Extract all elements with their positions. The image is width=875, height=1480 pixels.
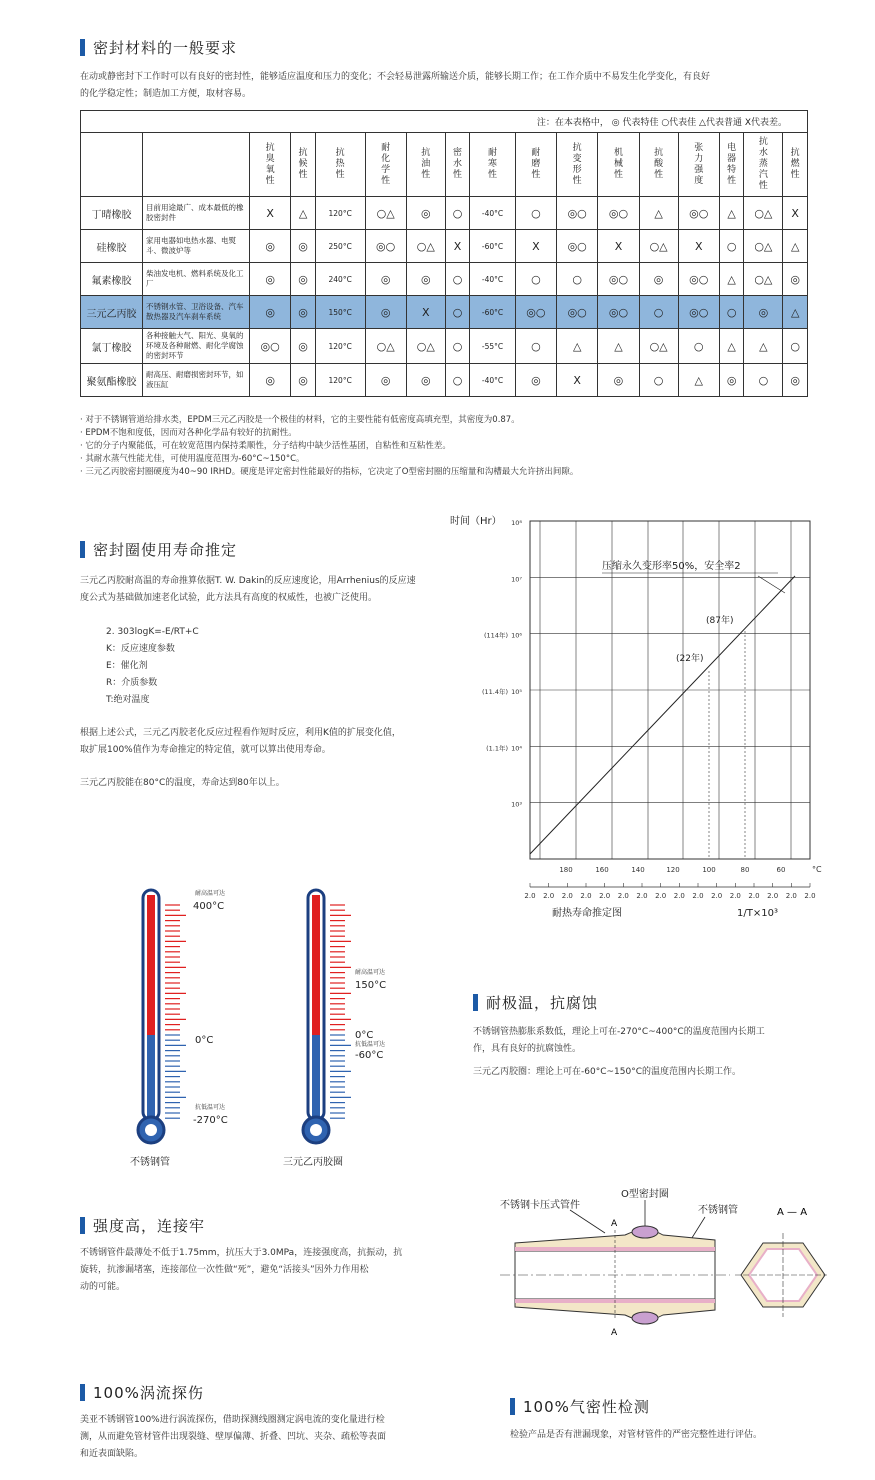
rating-cell: ○ — [515, 263, 556, 296]
header-1: 抗候性 — [291, 133, 316, 197]
rating-cell: 120°C — [315, 364, 365, 397]
header-12: 电器特性 — [719, 133, 744, 197]
rating-cell: ◎ — [783, 263, 808, 296]
note-line: · EPDM不饱和度低，因而对各种化学品有较好的抗耐性。 — [80, 428, 297, 438]
table-row — [81, 364, 808, 397]
rating-cell: ○ — [445, 329, 470, 364]
rating-cell: X — [557, 364, 598, 397]
intro-paragraph: 在动或静密封下工作时可以有良好的密封性，能够适应温度和压力的变化；不会轻易泄露所输送介质，能够长期工作；在工作介质中不易发生化学变化，有良好 的化学稳定性；制造加工方便，取材容易。 — [80, 72, 711, 99]
rating-cell: X — [678, 230, 719, 263]
header-blank — [81, 133, 143, 197]
rating-cell: X — [783, 197, 808, 230]
inverse-tick-label: 2.0 — [729, 892, 741, 900]
lifespan-paragraph-2: 根据上述公式，三元乙丙胶老化反应过程看作短时反应，利用K值的扩展变化值， 取扩展100%值作为寿命推定的特定值，就可以算出使用寿命。 — [80, 728, 401, 755]
rating-cell: △ — [783, 230, 808, 263]
section-aa-label: A — A — [777, 1207, 808, 1218]
oring-label: O型密封圈 — [621, 1189, 669, 1200]
rating-cell: 120°C — [315, 197, 365, 230]
rating-cell: ◎○ — [365, 230, 406, 263]
section-mark-top: A — [611, 1219, 618, 1229]
high-temp-value: 150°C — [355, 980, 387, 991]
lifespan-paragraph: 三元乙丙胶耐高温的寿命推算依据T. W. Dakin的反应速度论，用Arrhenius的反应速 度公式为基础做加速老化试验，此方法具有高度的权威性，也被广泛使用。 — [80, 576, 416, 603]
rating-cell: ○ — [445, 296, 470, 329]
inverse-tick-label: 2.0 — [692, 892, 704, 900]
rating-cell: ○ — [719, 230, 744, 263]
x-tick-label: 80 — [740, 866, 750, 874]
rating-cell: △ — [719, 329, 744, 364]
pipe-fitting-diagram — [495, 1185, 825, 1365]
rating-cell: ◎ — [291, 329, 316, 364]
y-tick-label: 10⁷ — [511, 575, 522, 584]
rating-cell: -40°C — [470, 364, 515, 397]
y-axis-label: 时间（Hr） — [450, 516, 502, 527]
material-application: 各种接触大气、阳光、臭氧的环境及各种耐燃、耐化学腐蚀的密封环节 — [143, 329, 250, 364]
table-row — [81, 296, 808, 329]
rating-cell: ◎ — [365, 263, 406, 296]
low-temp-value: -60°C — [355, 1050, 384, 1061]
lifespan-paragraph-3: 三元乙丙胶能在80°C的温度，寿命达到80年以上。 — [80, 778, 285, 788]
rating-cell: ○ — [719, 296, 744, 329]
inverse-tick-label: 2.0 — [673, 892, 685, 900]
header-10: 抗酸性 — [639, 133, 678, 197]
rating-cell: △ — [744, 329, 783, 364]
rating-cell: ◎○ — [250, 329, 291, 364]
rating-cell: ◎○ — [515, 296, 556, 329]
thermometer-epdm — [285, 885, 435, 1150]
pipe-label: 不锈钢管 — [698, 1205, 738, 1216]
table-header — [81, 133, 808, 197]
formula-line: T:绝对温度 — [106, 695, 150, 705]
thermo-hot-range — [312, 895, 320, 1035]
rating-cell: ○ — [744, 364, 783, 397]
rating-cell: X — [515, 230, 556, 263]
formula-line: 2. 303logK=-E/RT+C — [106, 627, 199, 637]
x-tick-label: 160 — [595, 866, 609, 874]
strength-paragraph: 不锈钢管件最薄处不低于1.75mm，抗压大于3.0MPa，连接强度高，抗振动，抗 旋转，抗渗漏堵塞，连接部位一次性做“死”，避免“活接头”因外力作用松 动的可能。 — [80, 1248, 403, 1292]
high-temp-caption: 耐高温可达 — [355, 969, 386, 976]
rating-cell: △ — [291, 197, 316, 230]
y-tick-label: 10⁶ — [511, 631, 522, 640]
title-bar — [80, 39, 85, 56]
eddy-paragraph: 美亚不锈钢管100%进行涡流探伤，借助探测线圈测定涡电流的变化量进行检 测，从而避免管材管件出现裂缝、壁厚偏薄、折叠、凹坑、夹杂、疏松等表面 和近表面缺陷。 — [80, 1415, 387, 1459]
header-14: 抗燃性 — [783, 133, 808, 197]
x-tick-label: 180 — [559, 866, 573, 874]
section-title-seal-lifespan: 密封圈使用寿命推定 — [80, 539, 237, 560]
rating-cell: ○ — [515, 329, 556, 364]
rating-cell: ◎○ — [678, 197, 719, 230]
oring-bottom — [632, 1312, 658, 1324]
zero-temp-value: 0°C — [195, 1035, 214, 1046]
rating-cell: ◎○ — [598, 296, 639, 329]
temperature-paragraph: 不锈钢管热膨胀系数低，理论上可在-270°C~400°C的温度范围内长期工 作，具有良好的抗腐蚀性。 — [473, 1027, 765, 1054]
rating-cell: ○ — [557, 263, 598, 296]
thermo-cold-range — [147, 1035, 155, 1120]
header-2: 抗热性 — [315, 133, 365, 197]
material-name: 氯丁橡胶 — [81, 329, 143, 364]
rating-cell: ○△ — [406, 329, 445, 364]
rating-cell: △ — [783, 296, 808, 329]
y-tick-label: 10⁴ — [511, 744, 522, 753]
x-axis-unit-label: 1/T×10³ — [737, 908, 778, 919]
rating-cell: ◎○ — [557, 296, 598, 329]
section-mark-bottom: A — [611, 1328, 618, 1338]
material-application: 柴油发电机、燃料系统及化工厂 — [143, 263, 250, 296]
x-tick-label: 100 — [702, 866, 716, 874]
x-tick-label: 120 — [666, 866, 680, 874]
rating-cell: 150°C — [315, 296, 365, 329]
material-application: 家用电器如电热水器、电熨斗、微波炉等 — [143, 230, 250, 263]
thermometer-caption-steel: 不锈钢管 — [130, 1157, 170, 1168]
rating-cell: ○△ — [639, 329, 678, 364]
material-application: 耐高压、耐磨损密封环节，如液压缸 — [143, 364, 250, 397]
rating-cell: ◎○ — [598, 197, 639, 230]
rating-cell: ○△ — [406, 230, 445, 263]
header-11: 张力强度 — [678, 133, 719, 197]
header-9: 机械性 — [598, 133, 639, 197]
note-line: · 三元乙丙胶密封圈硬度为40~90 IRHD。硬度是评定密封性能最好的指标，它决定了O型密封圈的压缩量和沟槽最大允许挤出间隙。 — [80, 467, 579, 477]
rating-cell: ◎ — [406, 197, 445, 230]
rating-cell: ◎ — [783, 364, 808, 397]
rating-cell: ○△ — [365, 329, 406, 364]
rating-cell: △ — [598, 329, 639, 364]
y-lifespan-label: (1.1年) — [486, 744, 508, 753]
rating-cell: ◎ — [250, 296, 291, 329]
material-name: 三元乙丙胶 — [81, 296, 143, 329]
rating-cell: ◎ — [250, 230, 291, 263]
y-lifespan-label: (11.4年) — [481, 688, 508, 696]
header-8: 抗变形性 — [557, 133, 598, 197]
rating-cell: ○△ — [744, 263, 783, 296]
rating-cell: ○ — [678, 329, 719, 364]
header-13: 抗水蒸汽性 — [744, 133, 783, 197]
material-name: 丁晴橡胶 — [81, 197, 143, 230]
rating-cell: △ — [639, 197, 678, 230]
rating-cell: ◎ — [598, 364, 639, 397]
section-title-airtight: 100%气密性检测 — [510, 1396, 650, 1417]
material-application: 目前用途最广、成本最低的橡胶密封件 — [143, 197, 250, 230]
high-temp-value: 400°C — [193, 901, 225, 912]
inverse-tick-label: 2.0 — [711, 892, 723, 900]
rating-cell: 240°C — [315, 263, 365, 296]
material-notes — [80, 414, 578, 479]
oring-top — [632, 1226, 658, 1238]
fitting-label: 不锈钢卡压式管件 — [500, 1200, 580, 1211]
rating-cell: ◎ — [250, 263, 291, 296]
x-tick-label: 140 — [631, 866, 645, 874]
annotation-87y: (87年) — [706, 616, 734, 626]
material-name: 氟素橡胶 — [81, 263, 143, 296]
rating-cell: ◎ — [406, 263, 445, 296]
formula-block — [106, 624, 199, 709]
formula-line: E：催化剂 — [106, 661, 148, 671]
y-tick-label: 10⁸ — [511, 519, 522, 527]
thermometer-caption-epdm: 三元乙丙胶圈 — [283, 1157, 343, 1168]
y-lifespan-label: (114年) — [484, 631, 508, 640]
inverse-tick-label: 2.0 — [580, 892, 592, 900]
inverse-tick-label: 2.0 — [561, 892, 573, 900]
zero-temp-value: 0°C — [355, 1030, 374, 1041]
rating-cell: -55°C — [470, 329, 515, 364]
rating-cell: ◎○ — [557, 230, 598, 263]
rating-cell: ◎ — [365, 296, 406, 329]
note-line: · 对于不锈钢管道给排水类，EPDM三元乙丙胶是一个极佳的材料，它的主要性能有低密度高填充型，其密度为0.87。 — [80, 415, 520, 425]
rating-cell: △ — [678, 364, 719, 397]
formula-line: R：介质参数 — [106, 678, 158, 688]
rating-cell: △ — [557, 329, 598, 364]
rating-cell: X — [250, 197, 291, 230]
inverse-tick-label: 2.0 — [636, 892, 648, 900]
material-name: 硅橡胶 — [81, 230, 143, 263]
rating-cell: -60°C — [470, 230, 515, 263]
header-4: 抗油性 — [406, 133, 445, 197]
table-row — [81, 329, 808, 364]
header-7: 耐磨性 — [515, 133, 556, 197]
section-title-strength: 强度高，连接牢 — [80, 1215, 205, 1236]
material-application: 不锈钢水管、卫浴设备、汽车散热器及汽车刹车系统 — [143, 296, 250, 329]
low-temp-caption: 抗低温可达 — [355, 1041, 386, 1048]
high-temp-caption: 耐高温可达 — [195, 890, 226, 897]
x-tick-label: 60 — [776, 866, 786, 874]
y-tick-label: 10³ — [511, 800, 522, 809]
rating-cell: ◎ — [744, 296, 783, 329]
rating-cell: X — [598, 230, 639, 263]
x-unit: °C — [812, 865, 822, 874]
inverse-tick-label: 2.0 — [617, 892, 629, 900]
rating-cell: ○ — [445, 263, 470, 296]
header-6: 耐寒性 — [470, 133, 515, 197]
legend-note: 注：在本表格中， ◎ 代表特佳 ○代表佳 △代表普通 X代表差。 — [81, 111, 808, 133]
rating-cell: ◎ — [291, 296, 316, 329]
rating-cell: ○ — [445, 197, 470, 230]
rating-cell: ◎ — [291, 263, 316, 296]
rating-cell: ◎ — [719, 364, 744, 397]
lifespan-chart — [440, 506, 820, 926]
rating-cell: ○ — [515, 197, 556, 230]
header-5: 密水性 — [445, 133, 470, 197]
rating-cell: -40°C — [470, 263, 515, 296]
low-temp-caption: 抗低温可达 — [195, 1104, 226, 1111]
section-title-seal-requirements: 密封材料的一般要求 — [80, 37, 237, 58]
rating-cell: -40°C — [470, 197, 515, 230]
rating-cell: ○ — [445, 364, 470, 397]
inverse-tick-label: 2.0 — [655, 892, 667, 900]
thermometer-scale — [165, 905, 186, 1118]
rating-cell: 250°C — [315, 230, 365, 263]
rating-cell: △ — [719, 263, 744, 296]
rating-cell: ◎○ — [557, 197, 598, 230]
table-row — [81, 263, 808, 296]
table-row — [81, 230, 808, 263]
rating-cell: ○△ — [365, 197, 406, 230]
rating-cell: ◎ — [406, 364, 445, 397]
formula-line: K：反应速度参数 — [106, 644, 175, 654]
rating-cell: 120°C — [315, 329, 365, 364]
rating-cell: X — [406, 296, 445, 329]
inverse-tick-label: 2.0 — [785, 892, 797, 900]
header-0: 抗臭氧性 — [250, 133, 291, 197]
header-blank — [143, 133, 250, 197]
rating-cell: ○△ — [639, 230, 678, 263]
section-title-eddy-current: 100%涡流探伤 — [80, 1382, 204, 1403]
x-axis-label: 耐热寿命推定图 — [552, 908, 622, 919]
rating-cell: ◎ — [250, 364, 291, 397]
rating-cell: -60°C — [470, 296, 515, 329]
rating-cell: X — [445, 230, 470, 263]
table-row — [81, 197, 808, 230]
low-temp-value: -270°C — [193, 1115, 228, 1126]
annotation-22y: (22年) — [676, 654, 704, 664]
rating-cell: ◎ — [365, 364, 406, 397]
rating-cell: ◎○ — [678, 263, 719, 296]
inverse-tick-label: 2.0 — [524, 892, 536, 900]
material-name: 聚氨酯橡胶 — [81, 364, 143, 397]
section-title-temperature: 耐极温，抗腐蚀 — [473, 992, 598, 1013]
temperature-paragraph-2: 三元乙丙胶圈：理论上可在-60°C~150°C的温度范围内长期工作。 — [473, 1067, 741, 1077]
thermometer-steel — [120, 885, 270, 1150]
series-label: 压缩永久变形率50%，安全率2 — [602, 561, 741, 572]
rating-cell: ○△ — [744, 197, 783, 230]
rating-cell: ◎ — [291, 230, 316, 263]
inverse-tick-label: 2.0 — [599, 892, 611, 900]
rating-cell: ◎ — [515, 364, 556, 397]
inverse-tick-label: 2.0 — [804, 892, 816, 900]
airtight-paragraph: 检验产品是否有泄漏现象，对管材管件的严密完整性进行评估。 — [510, 1430, 763, 1440]
material-properties-table — [80, 110, 808, 397]
rating-cell: △ — [719, 197, 744, 230]
thermo-hot-range — [147, 895, 155, 1035]
y-tick-label: 10⁵ — [511, 688, 522, 696]
rating-cell: ◎○ — [598, 263, 639, 296]
rating-cell: ○ — [783, 329, 808, 364]
header-3: 耐化学性 — [365, 133, 406, 197]
rating-cell: ○ — [639, 364, 678, 397]
rating-cell: ○ — [639, 296, 678, 329]
note-line: · 它的分子内聚能低，可在较宽范围内保持柔顺性，分子结构中缺少活性基团，自粘性和互粘性差。 — [80, 441, 451, 451]
inverse-tick-label: 2.0 — [767, 892, 779, 900]
rating-cell: ◎ — [291, 364, 316, 397]
inverse-tick-label: 2.0 — [543, 892, 555, 900]
rating-cell: ○△ — [744, 230, 783, 263]
inverse-tick-label: 2.0 — [748, 892, 760, 900]
thermo-cold-range — [312, 1035, 320, 1120]
thermometer-scale — [330, 905, 351, 1118]
rating-cell: ◎ — [639, 263, 678, 296]
note-line: · 其耐水蒸气性能尤佳，可使用温度范围为-60°C~150°C。 — [80, 454, 305, 464]
rating-cell: ◎○ — [678, 296, 719, 329]
